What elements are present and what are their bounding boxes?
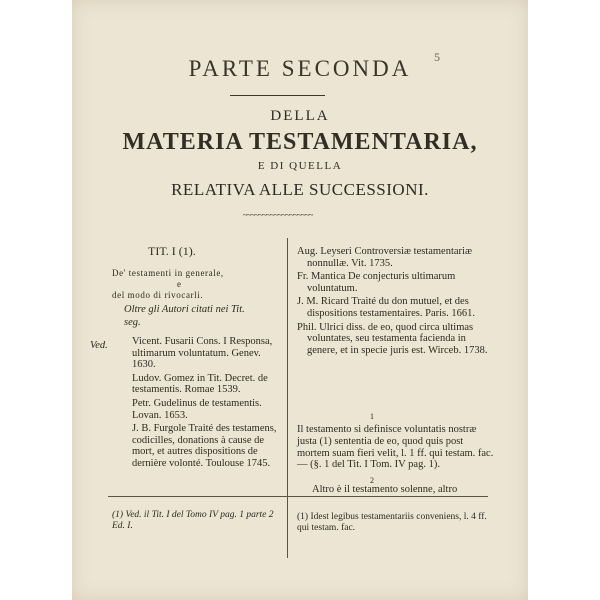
authors-note-line-2: seg. xyxy=(124,317,141,328)
book-page xyxy=(72,0,528,600)
ornament-divider: ~~~~~~~~~~~~~~~~~~ xyxy=(242,210,313,220)
section-subtitle-1: De' testamenti in generale, xyxy=(112,268,224,278)
paragraph-number-1: 1 xyxy=(370,412,374,421)
page-number: 5 xyxy=(434,50,440,64)
paragraph-1: Il testamento si definisce voluntatis nostræ justa (1) sententia de eo, quod quis post mortem suam fieri velit, l. 1 ff. qui testam. fac. — (§. 1 del Tit. I Tom. IV pag. 1). xyxy=(297,424,494,471)
title-materia: MATERIA TESTAMENTARIA, xyxy=(122,129,478,155)
footnote-rule xyxy=(108,496,488,497)
paragraph-number-2: 2 xyxy=(370,476,374,485)
reference-entry: J. B. Furgole Traité des testamens, codicilles, donations à cause de mort, et autres dispositions de dernière volonté. Toulouse 1745. xyxy=(132,423,277,469)
title-quella: E DI QUELLA xyxy=(257,160,343,172)
section-subtitle-2: del modo di rivocarli. xyxy=(112,290,204,300)
reference-entry: Fr. Mantica De conjecturis ultimarum voluntatum. xyxy=(297,271,456,294)
authors-note-line-1: Oltre gli Autori citati nei Tit. xyxy=(124,304,245,315)
reference-entry: Petr. Gudelinus de testamentis. Lovan. 1653. xyxy=(132,397,262,421)
ved-label: Ved. xyxy=(90,340,108,351)
title-relativa: RELATIVA ALLE SUCCESSIONI. xyxy=(171,180,429,199)
section-heading: TIT. I (1). xyxy=(148,244,196,258)
paragraph-2: Altro è il testamento solenne, altro xyxy=(312,484,458,495)
footnote-right: (1) Idest legibus testamentariis conveniens, l. 4 ff. qui testam. fac. xyxy=(297,512,487,533)
section-subtitle-conj: e xyxy=(177,279,181,289)
part-title: PARTE SECONDA xyxy=(188,56,412,81)
title-rule xyxy=(230,95,325,96)
title-della: DELLA xyxy=(270,108,330,124)
reference-entry: Vicent. Fusarii Cons. I Responsa, ultimarum voluntatum. Genev. 1630. xyxy=(132,336,273,371)
footnote-divider xyxy=(287,498,288,558)
left-reference-list xyxy=(132,336,282,472)
reference-entry: Aug. Leyseri Controversiæ testamentariæ nonnullæ. Vit. 1735. xyxy=(297,246,472,269)
reference-entry: J. M. Ricard Traité du don mutuel, et des dispositions testamentaires. Paris. 1661. xyxy=(297,296,475,319)
footnote-left: (1) Ved. il Tit. I del Tomo IV pag. 1 parte 2 Ed. I. xyxy=(112,510,274,531)
column-divider xyxy=(287,238,288,500)
reference-entry: Ludov. Gomez in Tit. Decret. de testamentis. Romae 1539. xyxy=(132,372,268,396)
right-reference-list xyxy=(297,246,497,358)
reference-entry: Phil. Ulrici diss. de eo, quod circa ultimas voluntates, seu testamenta facienda in genere, et in specie juris est. Wirceb. 1738. xyxy=(297,321,488,356)
